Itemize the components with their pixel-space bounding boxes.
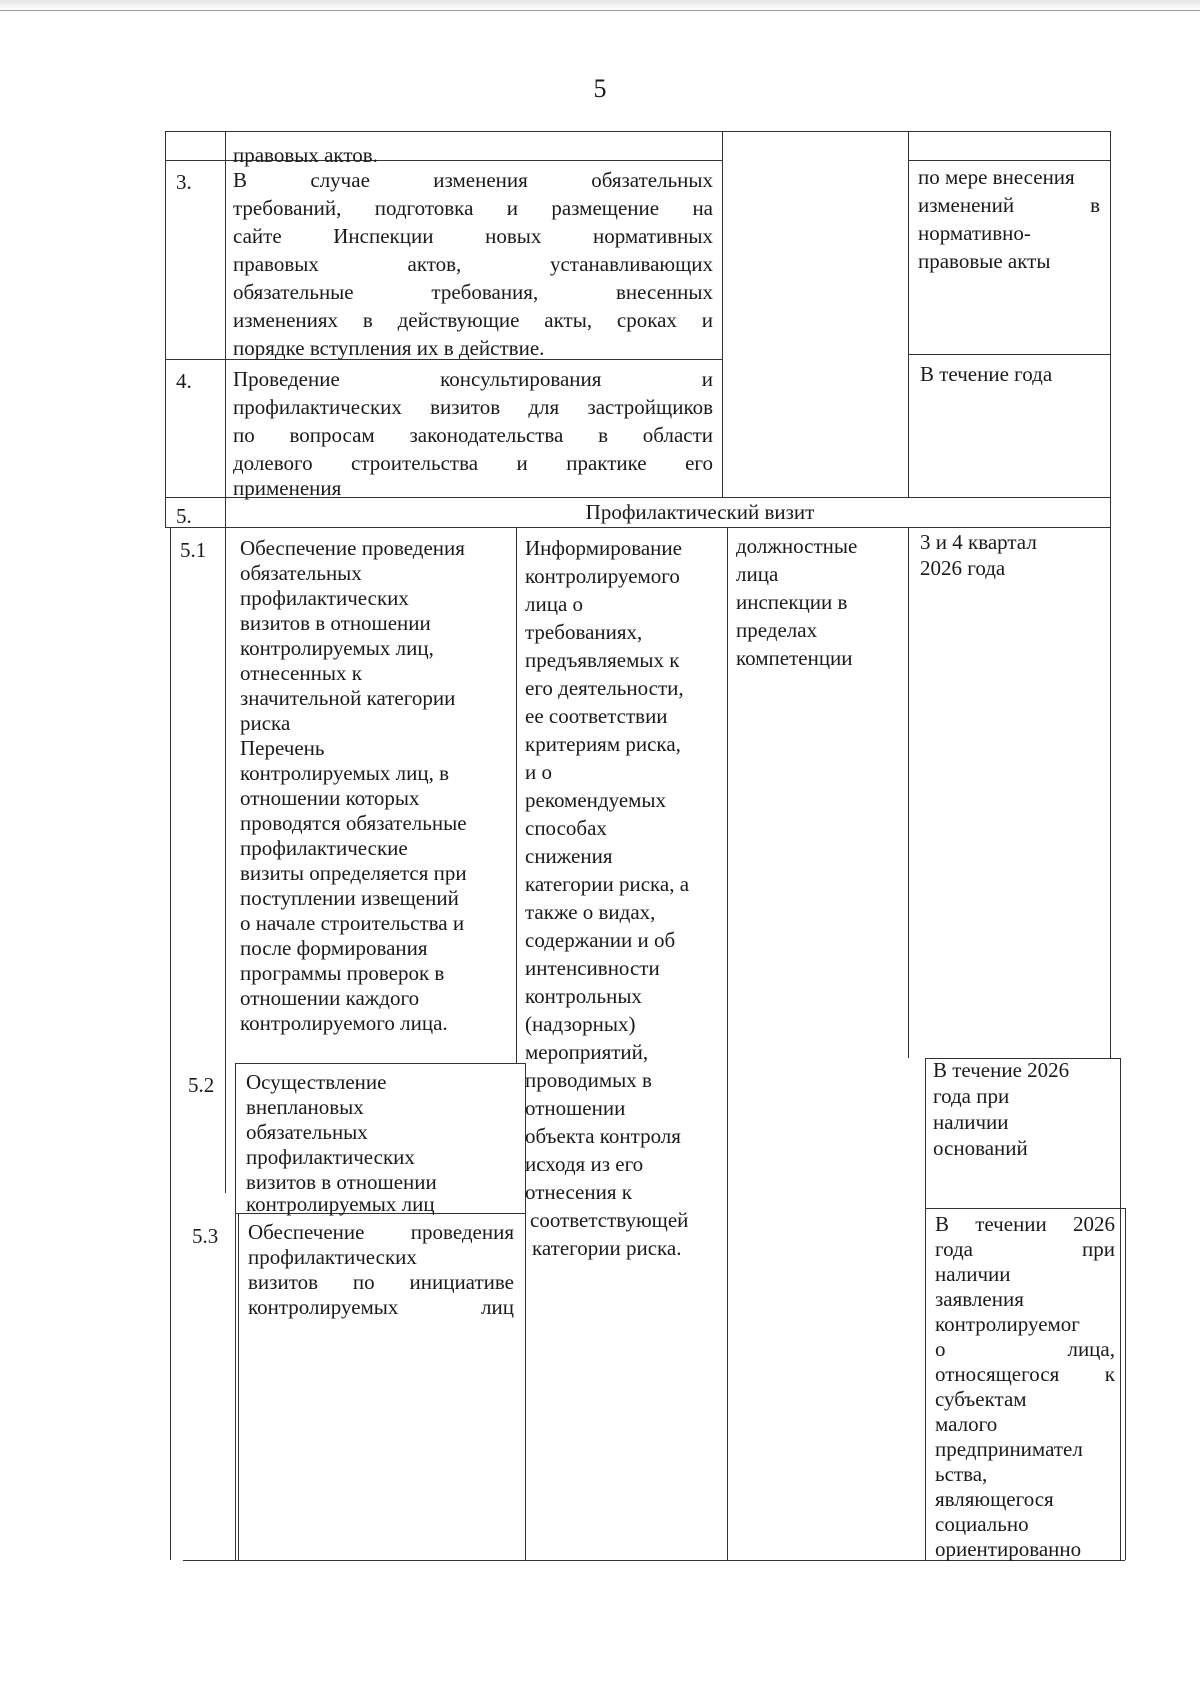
text-line: изменениях в действующие акты, сроках и — [233, 308, 713, 332]
text-line: контролируемых лиц — [248, 1295, 514, 1319]
text-line: о лица, — [935, 1337, 1115, 1361]
col-border — [238, 1213, 239, 1560]
text-line: также о видах, — [525, 900, 656, 924]
col-border — [908, 527, 909, 1058]
text-line: предъявляемых к — [525, 648, 680, 672]
text-line: мероприятий, — [525, 1040, 649, 1064]
text-line: профилактических — [246, 1145, 415, 1169]
row-4-term: В течение года — [920, 362, 1053, 386]
text-line: правовые акты — [918, 249, 1051, 273]
col-border — [925, 1058, 926, 1560]
col-border — [1120, 1058, 1121, 1560]
text-line: и о — [525, 760, 552, 784]
text-line: Проведение консультирования и — [233, 367, 713, 391]
text-line: предпринимател — [935, 1437, 1083, 1461]
text-line: профилактические — [240, 836, 408, 860]
text-line: нормативно- — [918, 221, 1031, 245]
col-border — [1125, 1208, 1126, 1560]
text-line: способах — [525, 816, 607, 840]
col-border — [1110, 131, 1111, 527]
text-line: правовых актов, устанавливающих — [233, 252, 713, 276]
table-border-top — [165, 131, 1110, 132]
text-line: проводятся обязательные — [240, 811, 467, 835]
text-line: изменений в — [918, 193, 1100, 217]
text-line: 3 и 4 квартал — [920, 530, 1037, 554]
row-divider — [235, 1063, 525, 1064]
text-line: внеплановых — [246, 1095, 364, 1119]
text-line: социально — [935, 1512, 1029, 1536]
text-line: наличии — [935, 1262, 1011, 1286]
text-line: рекомендуемых — [525, 788, 667, 812]
text-line: визитов в отношении — [240, 611, 431, 635]
text-line: категории риска, а — [525, 872, 690, 896]
text-line: после формирования — [240, 936, 428, 960]
text-line: относящегося к — [935, 1362, 1115, 1386]
col-border — [165, 131, 166, 527]
text-line: отношении которых — [240, 786, 420, 810]
text-line: инспекции в — [736, 590, 848, 614]
col-border — [908, 131, 909, 497]
col-border — [727, 527, 728, 1560]
text-line: по вопросам законодательства в области — [233, 423, 713, 447]
text-line: наличии — [933, 1110, 1009, 1134]
text-line: отношении — [525, 1096, 626, 1120]
text-line: контролируемых лиц, — [240, 636, 434, 660]
text-line: заявления — [935, 1287, 1024, 1311]
text-line: субъектам — [935, 1387, 1027, 1411]
text-line: контролируемого лица. — [240, 1011, 448, 1035]
text-line: профилактических визитов для застройщиков — [233, 395, 713, 419]
text-line: контрольных — [525, 984, 642, 1008]
text-line: визитов по инициативе — [248, 1270, 514, 1294]
text-line: Перечень — [240, 736, 325, 760]
col-border — [170, 527, 171, 1560]
text-line: критериям риска, — [525, 732, 681, 756]
text-line: объекта контроля — [525, 1124, 681, 1148]
text-line: его деятельности, — [525, 676, 684, 700]
text-line: контролируемых лиц — [246, 1192, 435, 1216]
text-line: контролируемог — [935, 1312, 1080, 1336]
text-line: применения — [233, 476, 342, 500]
text-line: требованиях, — [525, 620, 643, 644]
col-border — [722, 131, 723, 497]
text-line: обязательных — [246, 1120, 368, 1144]
text-line: В течение 2026 — [933, 1058, 1070, 1082]
text-line: снижения — [525, 844, 613, 868]
text-line: Обеспечение проведения — [248, 1220, 514, 1244]
text-line: значительной категории — [240, 686, 456, 710]
row-divider — [908, 354, 1110, 355]
text-line: обязательные требования, внесенных — [233, 280, 713, 304]
scan-edge — [0, 0, 1200, 11]
row-3-number: 3. — [176, 170, 192, 194]
row-5-number: 5. — [176, 504, 192, 528]
text-line: отношении каждого — [240, 986, 420, 1010]
text-line: пределах — [736, 618, 818, 642]
text-line: риска — [240, 711, 291, 735]
text-line: контролируемого — [525, 564, 680, 588]
text-line: года при — [935, 1237, 1115, 1261]
row-5-3-number: 5.3 — [192, 1224, 219, 1248]
row-4-number: 4. — [176, 369, 192, 393]
text-line: по мере внесения — [918, 165, 1075, 189]
text-line: 2026 года — [920, 556, 1006, 580]
text-line: профилактических — [240, 586, 409, 610]
text-line: исходя из его — [525, 1152, 644, 1176]
page-number: 5 — [593, 74, 607, 103]
text-line: отнесенных к — [240, 661, 362, 685]
text-line: соответствующей — [530, 1208, 689, 1232]
text-line: Информирование — [525, 536, 682, 560]
text-line: являющегося — [935, 1487, 1054, 1511]
text-line: отнесения к — [525, 1180, 632, 1204]
text-line: профилактических — [248, 1245, 417, 1269]
col-border — [516, 527, 517, 1063]
col-border — [225, 131, 226, 1193]
text-line: программы проверок в — [240, 961, 445, 985]
row-divider — [925, 1208, 1125, 1209]
text-line: интенсивности — [525, 956, 660, 980]
row-5-1-number: 5.1 — [180, 538, 207, 562]
text-line: года при — [933, 1084, 1010, 1108]
text-line: ее соответствии — [525, 704, 668, 728]
row-divider — [908, 160, 1110, 161]
text-line: В случае изменения обязательных — [233, 168, 713, 192]
text-line: визитов в отношении — [246, 1170, 437, 1194]
text-line: визиты определяется при — [240, 861, 467, 885]
text-line: лица — [736, 562, 779, 586]
text-line: сайте Инспекции новых нормативных — [233, 224, 713, 248]
text-line: категории риска. — [532, 1236, 682, 1260]
text-line: В течении 2026 — [935, 1212, 1115, 1236]
text-line: Обеспечение проведения — [240, 536, 465, 560]
text-line: поступлении извещений — [240, 886, 459, 910]
text-line: ьства, — [935, 1462, 988, 1486]
text-line: оснований — [933, 1136, 1028, 1160]
col-border — [235, 1063, 236, 1560]
text-line: порядке вступления их в действие. — [233, 336, 545, 360]
text-line: содержании и об — [525, 928, 676, 952]
text-line: Осуществление — [246, 1070, 387, 1094]
row-divider — [165, 527, 1110, 528]
text-line: ориентированно — [935, 1537, 1082, 1561]
text-line: должностные — [736, 534, 858, 558]
text-line: требований, подготовка и размещение на — [233, 196, 713, 220]
text-line: лица о — [525, 592, 584, 616]
text-line: (надзорных) — [525, 1012, 636, 1036]
continuation-text: правовых актов. — [233, 143, 378, 167]
text-line: обязательных — [240, 561, 362, 585]
text-line: о начале строительства и — [240, 911, 465, 935]
text-line: малого — [935, 1412, 998, 1436]
row-5-2-number: 5.2 — [188, 1073, 215, 1097]
text-line: контролируемых лиц, в — [240, 761, 450, 785]
text-line: долевого строительства и практике его — [233, 451, 713, 475]
col-border — [1110, 527, 1111, 1058]
text-line: компетенции — [736, 646, 853, 670]
section-title: Профилактический визит — [585, 500, 815, 524]
text-line: проводимых в — [525, 1068, 652, 1092]
